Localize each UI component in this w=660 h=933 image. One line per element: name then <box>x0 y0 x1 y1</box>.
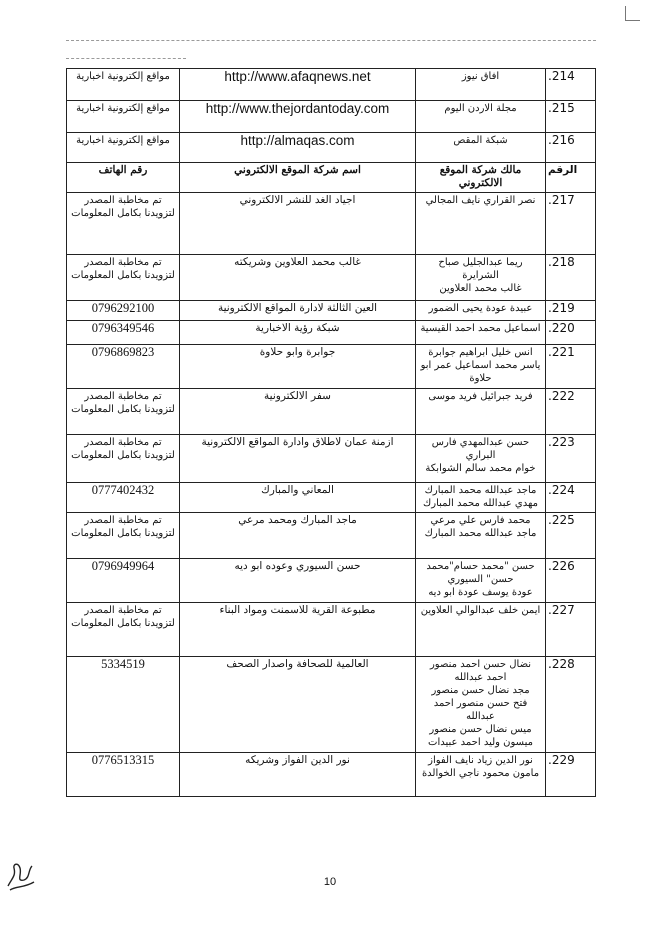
owner-name: حسن "محمد حسام"محمد حسن" السيوري عودة يوسف عودة ابو ديه <box>416 559 546 603</box>
owner-name: محمد فارس علي مرعي ماجد عبدالله محمد المبارك <box>416 513 546 559</box>
owner-name: ريما عبدالجليل صباح الشرايرة غالب محمد العلاوين <box>416 255 546 301</box>
table-row <box>67 301 596 321</box>
owner-name: نصر القراري نايف المجالي <box>416 193 546 255</box>
companies-table <box>66 68 596 797</box>
table-row <box>67 559 596 603</box>
row-number: .224 <box>546 483 596 513</box>
table-row <box>67 603 596 657</box>
site-name: مجلة الاردن اليوم <box>416 101 546 133</box>
site-url: http://www.afaqnews.net <box>180 69 416 101</box>
phone-number: تم مخاطبة المصدر لتزويدنا بكامل المعلومات <box>67 603 180 657</box>
owner-name: نور الدين زياد نايف الفواز مامون محمود ناجي الخوالدة <box>416 753 546 797</box>
row-number: .227 <box>546 603 596 657</box>
site-name: ازمنة عمان لاطلاق وادارة المواقع الالكترونية <box>180 435 416 483</box>
site-name: شبكة المقص <box>416 133 546 163</box>
row-number: .216 <box>546 133 596 163</box>
site-name: حسن السيوري وعوده ابو ديه <box>180 559 416 603</box>
header-rule-short <box>66 58 186 59</box>
table-row <box>67 389 596 435</box>
owner-name: حسن عبدالمهدي فارس البراري خوام محمد سالم الشوابكة <box>416 435 546 483</box>
row-number: .229 <box>546 753 596 797</box>
table-row <box>67 193 596 255</box>
site-category: مواقع إلكترونية اخبارية <box>67 69 180 101</box>
table-row <box>67 69 596 101</box>
table-row <box>67 345 596 389</box>
table-row <box>67 483 596 513</box>
site-name: مطبوعة القرية للاسمنت ومواد البناء <box>180 603 416 657</box>
site-name: جوابرة وابو حلاوة <box>180 345 416 389</box>
header-num: الرقم <box>546 163 596 193</box>
row-number: .217 <box>546 193 596 255</box>
phone-number: تم مخاطبة المصدر لتزويدنا بكامل المعلومات <box>67 513 180 559</box>
table-row <box>67 513 596 559</box>
site-category: مواقع إلكترونية اخبارية <box>67 101 180 133</box>
owner-name: ماجد عبدالله محمد المبارك مهدي عبدالله محمد المبارك <box>416 483 546 513</box>
row-number: .225 <box>546 513 596 559</box>
header-site: اسم شركة الموقع الالكتروني <box>180 163 416 193</box>
site-name: العالمية للصحافة واصدار الصحف <box>180 657 416 753</box>
owner-name: نضال حسن احمد منصور احمد عبدالله مجد نضال حسن منصور فتح حسن منصور احمد عبدالله ميس نضال حسن منصور ميسون وليد احمد عبيدات <box>416 657 546 753</box>
header-rule <box>66 40 596 41</box>
site-name: العين الثالثة لادارة المواقع الالكترونية <box>180 301 416 321</box>
phone-number: 0777402432 <box>67 483 180 513</box>
phone-number: تم مخاطبة المصدر لتزويدنا بكامل المعلومات <box>67 389 180 435</box>
site-name: اجياد الغد للنشر الالكتروني <box>180 193 416 255</box>
owner-name: ايمن خلف عبدالوالي العلاوين <box>416 603 546 657</box>
table-row <box>67 753 596 797</box>
phone-number: تم مخاطبة المصدر لتزويدنا بكامل المعلومات <box>67 193 180 255</box>
table-header <box>67 163 596 193</box>
phone-number: 0776513315 <box>67 753 180 797</box>
owner-name: فريد جبرائيل فريد موسى <box>416 389 546 435</box>
site-url: http://www.thejordantoday.com <box>180 101 416 133</box>
row-number: .219 <box>546 301 596 321</box>
phone-number: 0796292100 <box>67 301 180 321</box>
phone-number: تم مخاطبة المصدر لتزويدنا بكامل المعلومات <box>67 255 180 301</box>
row-number: .215 <box>546 101 596 133</box>
phone-number: 0796869823 <box>67 345 180 389</box>
row-number: .222 <box>546 389 596 435</box>
site-category: مواقع إلكترونية اخبارية <box>67 133 180 163</box>
owner-name: عبيدة عودة يحيى الضمور <box>416 301 546 321</box>
table-row <box>67 255 596 301</box>
phone-number: 0796949964 <box>67 559 180 603</box>
site-name: المعاني والمبارك <box>180 483 416 513</box>
row-number: .228 <box>546 657 596 753</box>
row-number: .214 <box>546 69 596 101</box>
table-row <box>67 133 596 163</box>
page-number: 10 <box>323 876 337 888</box>
owner-name: اسماعيل محمد احمد القيسية <box>416 321 546 345</box>
site-name: افاق نيوز <box>416 69 546 101</box>
header-owner: مالك شركة الموقع الالكتروني <box>416 163 546 193</box>
table-row <box>67 657 596 753</box>
page-corner-mark <box>625 6 640 21</box>
site-url: http://almaqas.com <box>180 133 416 163</box>
row-number: .221 <box>546 345 596 389</box>
site-name: ماجد المبارك ومحمد مرعي <box>180 513 416 559</box>
signature-icon <box>4 856 38 896</box>
row-number: .218 <box>546 255 596 301</box>
owner-name: انس خليل ابراهيم جوابرة ياسر محمد اسماعيل عمر ابو حلاوة <box>416 345 546 389</box>
site-name: شبكة رؤية الاخبارية <box>180 321 416 345</box>
site-name: سفر الالكترونية <box>180 389 416 435</box>
site-name: نور الدين الفواز وشريكه <box>180 753 416 797</box>
phone-number: 5334519 <box>67 657 180 753</box>
phone-number: تم مخاطبة المصدر لتزويدنا بكامل المعلومات <box>67 435 180 483</box>
table-row <box>67 321 596 345</box>
table-row <box>67 101 596 133</box>
header-phone: رقم الهاتف <box>67 163 180 193</box>
phone-number: 0796349546 <box>67 321 180 345</box>
table-row <box>67 435 596 483</box>
row-number: .220 <box>546 321 596 345</box>
row-number: .226 <box>546 559 596 603</box>
row-number: .223 <box>546 435 596 483</box>
site-name: غالب محمد العلاوين وشريكته <box>180 255 416 301</box>
